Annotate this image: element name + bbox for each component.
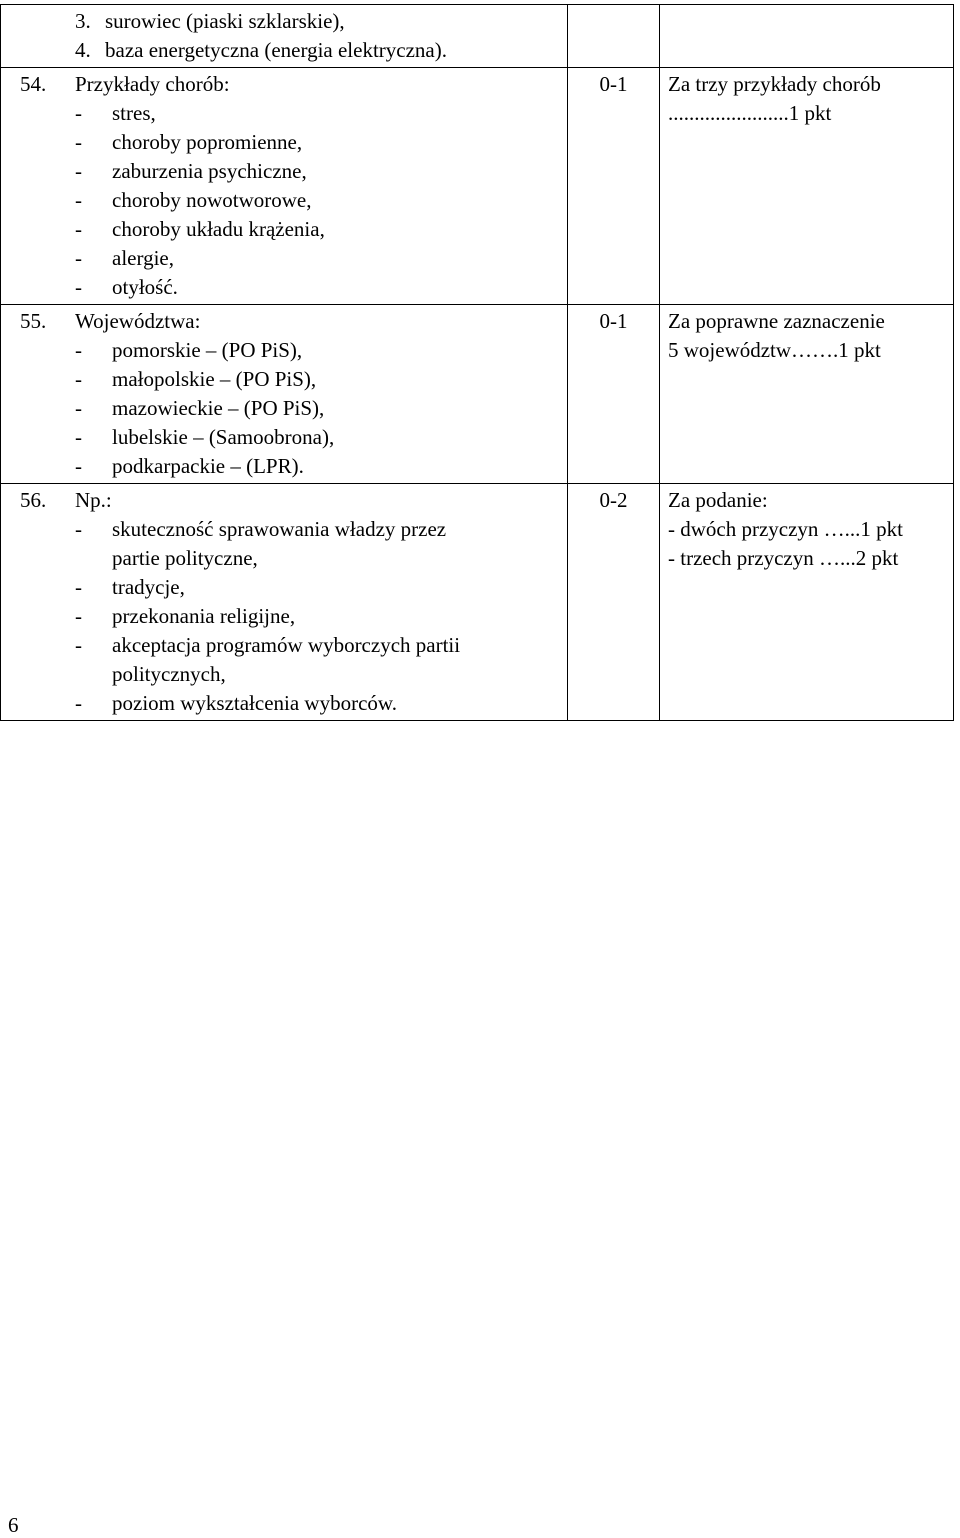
points-range: 0-1 (599, 72, 628, 96)
list-item: - choroby popromienne, (75, 130, 303, 154)
list-item: - lubelskie – (Samoobrona), (75, 425, 335, 449)
list-item: - choroby nowotworowe, (75, 188, 312, 212)
question-number: 54. (20, 72, 47, 96)
list-item: - poziom wykształcenia wyborców. (75, 691, 397, 715)
list-item: - podkarpackie – (LPR). (75, 454, 304, 478)
criteria-line: 5 województw…….1 pkt (668, 338, 881, 362)
list-item: - zaburzenia psychiczne, (75, 159, 307, 183)
list-item: - mazowieckie – (PO PiS), (75, 396, 325, 420)
list-item-continuation: politycznych, (112, 662, 226, 686)
list-item: - otyłość. (75, 275, 178, 299)
points-range: 0-1 (599, 309, 628, 333)
answer-key-table (0, 4, 954, 721)
question-title: Przykłady chorób: (75, 72, 230, 96)
criteria-line: Za poprawne zaznaczenie (668, 309, 885, 333)
question-title: Np.: (75, 488, 112, 512)
list-item: - stres, (75, 101, 156, 125)
list-item: - alergie, (75, 246, 174, 270)
table-row-55 (1, 305, 954, 484)
points-range: 0-2 (599, 488, 628, 512)
list-item: - małopolskie – (PO PiS), (75, 367, 317, 391)
list-item: - tradycje, (75, 575, 185, 599)
question-number: 56. (20, 488, 47, 512)
criteria-line: Za podanie: (668, 488, 768, 512)
list-item: - choroby układu krążenia, (75, 217, 325, 241)
table-row-continuation (1, 5, 954, 68)
criteria-line: - trzech przyczyn …...2 pkt (668, 546, 899, 570)
table-row-56 (1, 484, 954, 721)
criteria-line: .......................1 pkt (668, 101, 832, 125)
list-item-continuation: partie polityczne, (112, 546, 258, 570)
list-item: - skuteczność sprawowania władzy przez (75, 517, 447, 541)
list-item: - akceptacja programów wyborczych partii (75, 633, 461, 657)
list-item: 3. surowiec (piaski szklarskie), (75, 9, 345, 33)
criteria-line: - dwóch przyczyn …...1 pkt (668, 517, 904, 541)
criteria-line: Za trzy przykłady chorób (668, 72, 881, 96)
page-number: 6 (8, 1513, 19, 1537)
question-number: 55. (20, 309, 47, 333)
list-item: - pomorskie – (PO PiS), (75, 338, 303, 362)
list-item: - przekonania religijne, (75, 604, 296, 628)
list-item: 4. baza energetyczna (energia elektryczna). (75, 38, 447, 62)
question-title: Województwa: (75, 309, 201, 333)
table-row-54 (1, 68, 954, 305)
